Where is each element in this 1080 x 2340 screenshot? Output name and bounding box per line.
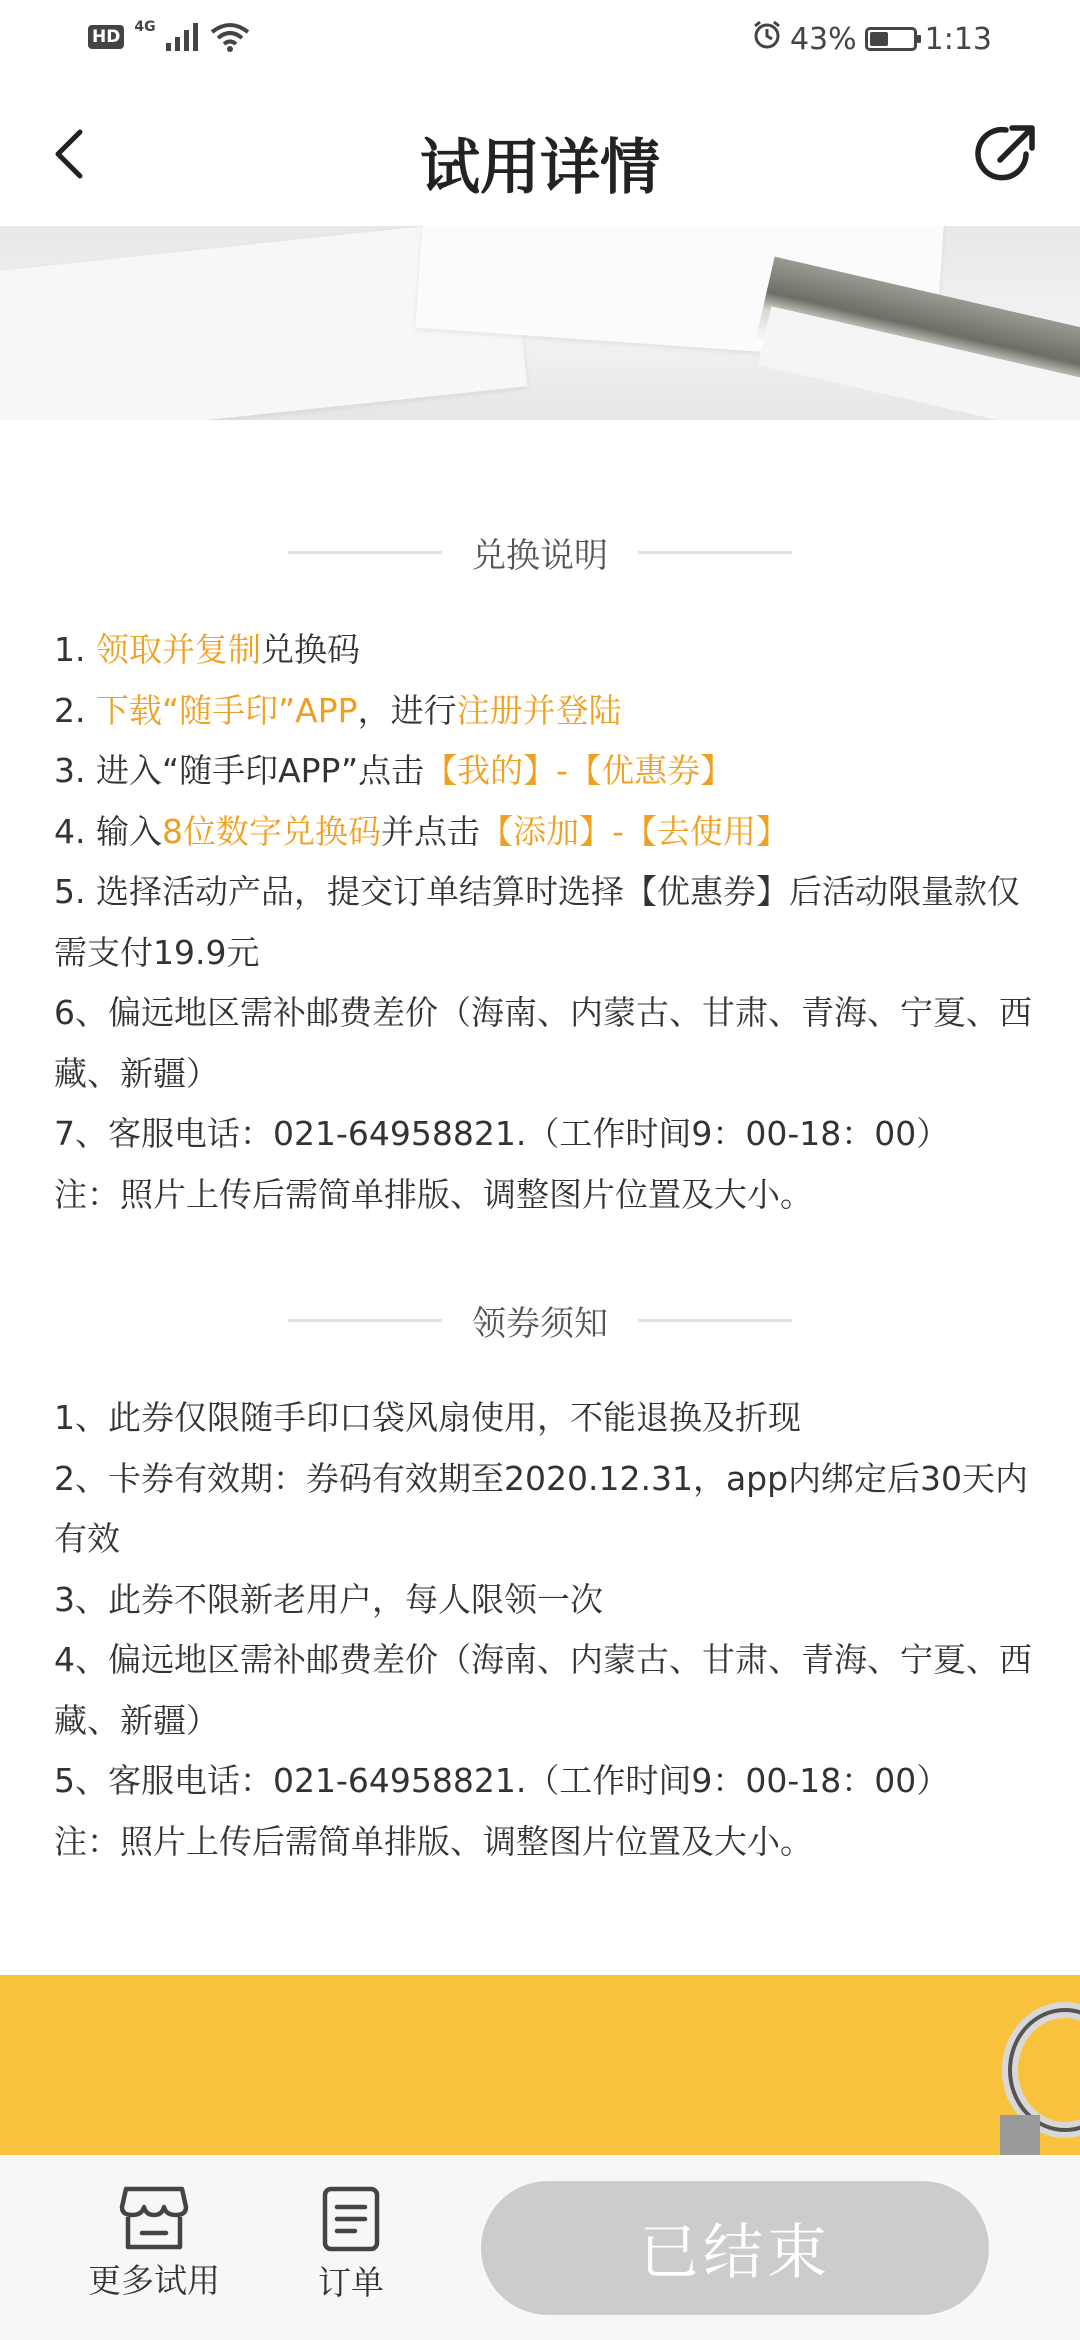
- coupon-section-title: [0, 1290, 1080, 1350]
- item-text: 兑换码: [260, 630, 360, 669]
- item-text: 5. 选择活动产品，提交订单结算时选择【优惠券】后活动限量款仅需支付19.9元: [54, 872, 1020, 972]
- coupon-item: 4、偏远地区需补邮费差价（海南、内蒙古、甘肃、青海、宁夏、西藏、新疆）: [54, 1640, 1032, 1740]
- exchange-section-title: [0, 522, 1080, 582]
- ended-button[interactable]: 已结束: [481, 2181, 989, 2315]
- item-text: 4. 输入: [54, 811, 162, 851]
- coupon-title: 领券须知: [472, 1303, 608, 1344]
- title-divider: [288, 1319, 442, 1322]
- exchange-list: [54, 620, 1044, 1225]
- wifi-icon: [210, 22, 250, 52]
- alarm-icon: [752, 20, 782, 58]
- bottom-action-bar: [0, 2155, 1080, 2340]
- exchange-item: [54, 802, 1044, 863]
- exchange-title: 兑换说明: [472, 535, 608, 576]
- share-button[interactable]: [968, 116, 1044, 192]
- clock: 1:13: [924, 21, 992, 57]
- exchange-item: [54, 862, 1044, 983]
- coupon-item: 3、此券不限新老用户，每人限领一次: [54, 1579, 603, 1619]
- item-text: 6、偏远地区需补邮费差价（海南、内蒙古、甘肃、青海、宁夏、西藏、新疆）: [54, 993, 1032, 1093]
- signal-icon: [166, 23, 200, 51]
- highlight-text: 注册并登陆: [456, 690, 622, 730]
- exchange-item: [54, 1165, 1044, 1226]
- coupon-item: 5、客服电话：021-64958821.（工作时间9：00-18：00）: [54, 1761, 950, 1800]
- status-right: [752, 20, 992, 58]
- battery-percent: 43%: [789, 21, 857, 57]
- highlight-text: 【添加】-【去使用】: [479, 811, 789, 851]
- hd-badge: HD: [88, 25, 124, 49]
- exchange-item: [54, 983, 1044, 1104]
- title-divider: [638, 551, 792, 554]
- exchange-item: [54, 1104, 1044, 1165]
- more-trials-label: 更多试用: [88, 2261, 220, 2300]
- status-left: [88, 19, 250, 52]
- coupon-item: 注：照片上传后需简单排版、调整图片位置及大小。: [54, 1821, 813, 1861]
- item-text: 并点击: [380, 811, 480, 851]
- page-title: 试用详情: [420, 133, 660, 203]
- orders-tab[interactable]: [318, 2185, 384, 2304]
- item-text: 注：照片上传后需简单排版、调整图片位置及大小。: [54, 1174, 813, 1214]
- more-trials-tab[interactable]: [88, 2185, 220, 2302]
- document-list-icon: [321, 2185, 381, 2253]
- highlight-text: 【我的】-【优惠券】: [424, 751, 734, 790]
- store-icon: [118, 2185, 190, 2251]
- item-text: 3. 进入“随手印APP”点击: [54, 751, 425, 790]
- share-external-icon: [968, 116, 1044, 192]
- network-type: 4G: [134, 19, 156, 35]
- highlight-text: 8位数字兑换码: [161, 811, 381, 851]
- highlight-text: 领取并复制: [95, 630, 261, 669]
- item-text: 7、客服电话：021-64958821.（工作时间9：00-18：00）: [54, 1114, 950, 1153]
- status-bar: [0, 0, 1080, 82]
- title-divider: [638, 1319, 792, 1322]
- coupon-item: 2、卡券有效期：券码有效期至2020.12.31，app内绑定后30天内有效: [54, 1458, 1029, 1558]
- product-ring-image: [990, 1995, 1080, 2155]
- nav-header: [0, 82, 1080, 226]
- exchange-item: [54, 620, 1044, 681]
- battery-icon: [865, 27, 917, 51]
- item-text: 2.: [54, 690, 96, 730]
- highlight-text: 下载“随手印”APP: [95, 690, 358, 730]
- item-text: 1.: [54, 630, 96, 669]
- orders-label: 订单: [318, 2263, 384, 2302]
- banner-image: [0, 226, 1080, 420]
- exchange-item: [54, 741, 1044, 802]
- battery-level: [870, 32, 888, 46]
- promo-image: [0, 1975, 1080, 2155]
- title-divider: [288, 551, 442, 554]
- coupon-item: 1、此券仅限随手印口袋风扇使用，不能退换及折现: [54, 1398, 801, 1437]
- item-text: ，进行: [357, 690, 457, 730]
- exchange-item: [54, 681, 1044, 742]
- coupon-list: [54, 1388, 1044, 1872]
